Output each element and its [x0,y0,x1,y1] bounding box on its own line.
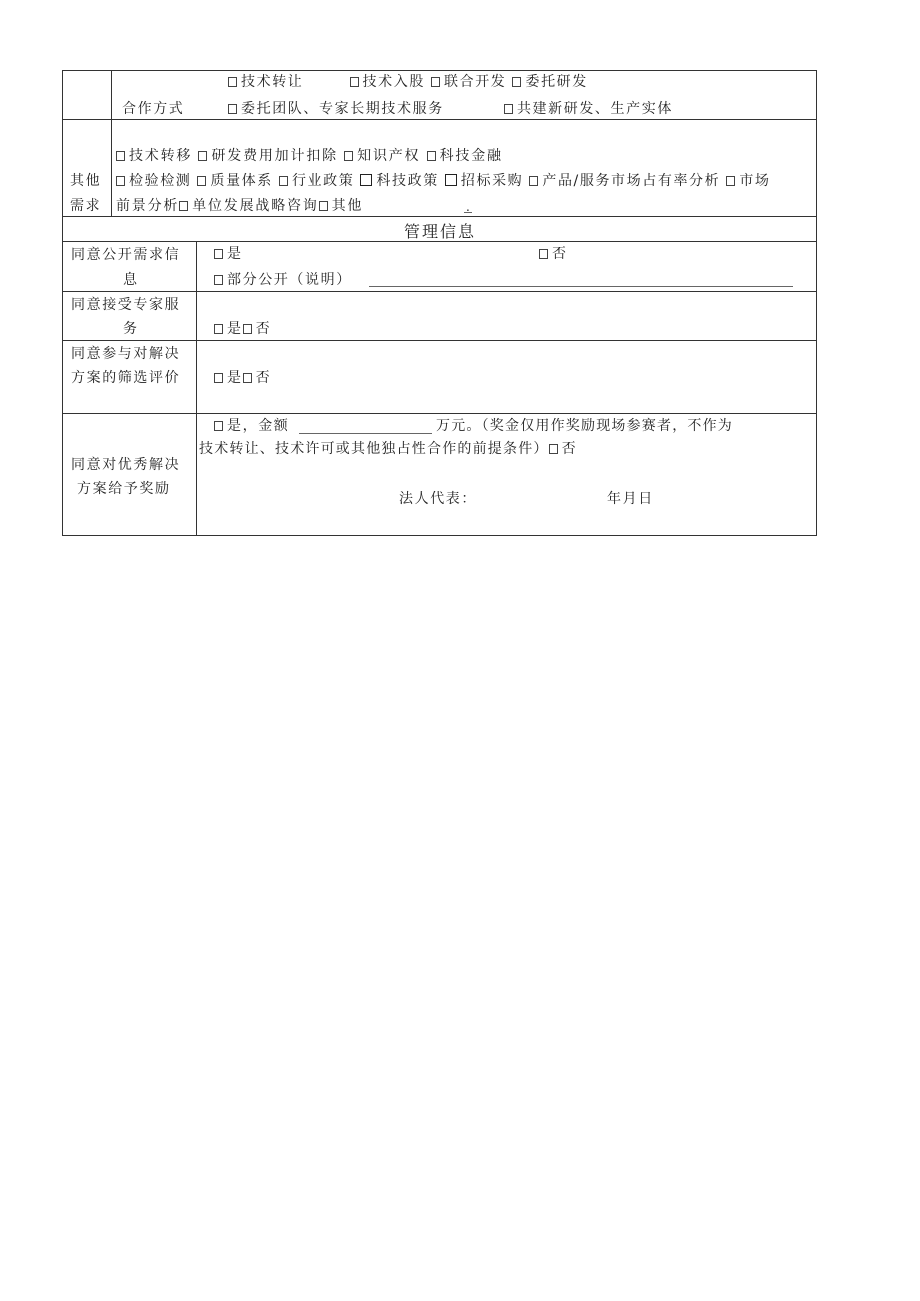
need-testing: 检验检测 [129,173,192,189]
option-joint-development: 联合开发 [444,74,507,90]
option-commissioned-rd: 委托研发 [525,74,588,90]
signature-date: 年月日 [607,491,654,507]
partial-explanation-field[interactable] [369,286,793,287]
option-yes-amount: 是，金额 [227,418,290,434]
evaluation-options [214,369,271,387]
checkbox-icon[interactable] [529,176,538,186]
checkbox-icon[interactable] [214,275,223,285]
need-industry-policy: 行业政策 [291,173,355,189]
row-divider [62,340,817,341]
row-divider [62,216,817,217]
other-needs-label-1: 其他 [70,173,102,189]
evaluation-label-2: 方案的筛选评价 [71,370,181,386]
option-tech-transfer: 技术转让 [241,74,304,90]
need-quality-system: 质量体系 [210,173,273,189]
other-needs-label-2: 需求 [70,198,102,214]
need-tech-transfer: 技术转移 [129,148,193,164]
col-divider [196,241,197,536]
checkbox-icon[interactable] [350,77,359,87]
need-market-prospect-cont: 前景分析 [116,198,180,214]
reward-line2 [199,440,577,458]
evaluation-label-1: 同意参与对解决 [71,346,181,362]
reward-line1 [214,417,289,435]
checkbox-icon[interactable] [504,104,513,114]
checkbox-icon[interactable] [214,249,223,259]
reward-label-1: 同意对优秀解决 [71,457,181,473]
other-needs-line3 [116,197,363,215]
option-no: 否 [255,321,272,337]
need-procurement: 招标采购 [460,173,524,189]
other-needs-line2 [116,172,771,190]
option-long-term-service: 委托团队、专家长期技术服务 [241,101,444,117]
checkbox-icon[interactable] [549,444,558,454]
other-needs-line1 [116,147,503,165]
checkbox-icon[interactable] [116,151,125,161]
checkbox-icon[interactable] [427,151,436,161]
need-tech-policy: 科技政策 [376,173,439,189]
checkbox-icon[interactable] [445,174,457,186]
option-no: 否 [552,246,568,262]
checkbox-icon[interactable] [360,174,372,186]
public-info-label-1: 同意公开需求信 [71,247,181,263]
row-divider [62,119,817,120]
need-rd-deduction: 研发费用加计扣除 [211,148,338,164]
checkbox-icon[interactable] [228,104,237,114]
checkbox-icon[interactable] [512,77,521,87]
checkbox-icon[interactable] [344,151,353,161]
checkbox-icon[interactable] [198,151,207,161]
section-title-management: 管理信息 [404,222,477,241]
need-ip: 知识产权 [357,148,421,164]
option-yes: 是 [227,321,243,337]
checkbox-icon[interactable] [214,373,223,383]
checkbox-icon[interactable] [539,249,548,259]
option-partial: 部分公开（说明） [227,272,352,288]
cooperation-label: 合作方式 [122,101,185,117]
cooperation-options-line1 [228,73,588,91]
checkbox-icon[interactable] [279,176,288,186]
public-info-yes [214,245,243,263]
legal-rep-label: 法人代表： [399,491,477,507]
checkbox-icon[interactable] [228,77,237,87]
option-no: 否 [561,441,577,457]
reward-label-2: 方案给予奖励 [77,481,171,497]
other-needs-underline [464,212,472,213]
expert-service-label-2: 务 [123,321,139,337]
expert-service-options [214,320,271,338]
option-joint-entity: 共建新研发、生产实体 [516,101,673,117]
option-yes: 是 [227,246,243,262]
checkbox-icon[interactable] [431,77,440,87]
need-other: 其他 [331,198,364,214]
expert-service-label-1: 同意接受专家服 [71,297,181,313]
public-info-partial [214,271,352,289]
option-no: 否 [255,370,272,386]
checkbox-icon[interactable] [116,176,125,186]
need-strategy-consult: 单位发展战略咨询 [192,198,319,214]
row-divider [62,413,817,414]
checkbox-icon[interactable] [243,373,252,383]
public-info-no [539,245,568,263]
col-divider [111,70,112,217]
reward-condition-text: 技术转让、技术许可或其他独占性合作的前提条件） [199,441,549,457]
option-yes: 是 [227,370,243,386]
checkbox-icon[interactable] [214,421,223,431]
checkbox-icon[interactable] [179,201,188,211]
checkbox-icon[interactable] [726,176,735,186]
reward-amount-field[interactable] [299,433,432,434]
need-tech-finance: 科技金融 [439,148,503,164]
checkbox-icon[interactable] [243,324,252,334]
option-tech-equity: 技术入股 [362,74,425,90]
row-divider [62,291,817,292]
checkbox-icon[interactable] [319,201,328,211]
public-info-label-2: 息 [123,272,139,288]
other-needs-mark: . [466,200,472,214]
need-market-prospect: 市场 [739,173,771,189]
cooperation-options-line2 [228,100,673,118]
checkbox-icon[interactable] [197,176,206,186]
checkbox-icon[interactable] [214,324,223,334]
reward-unit-note: 万元。（奖金仅用作奖励现场参赛者，不作为 [436,418,733,434]
need-market-share: 产品/服务市场占有率分析 [542,173,721,189]
